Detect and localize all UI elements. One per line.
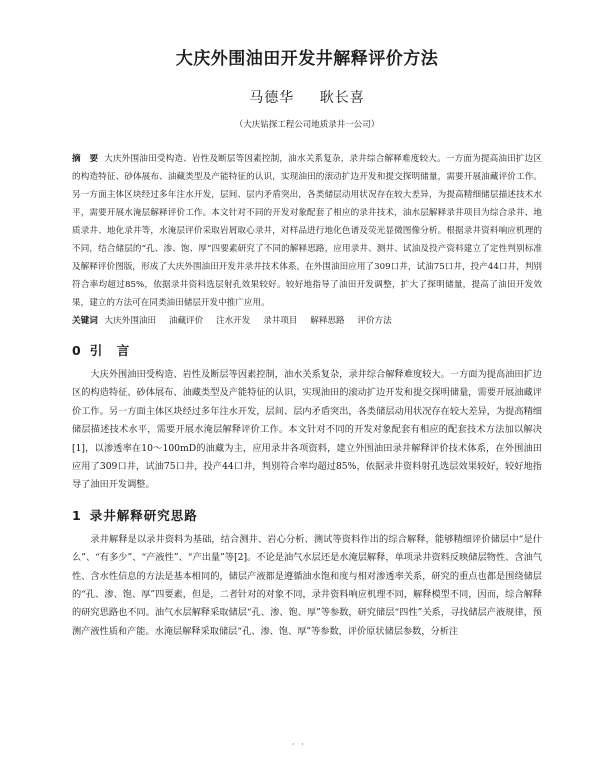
affiliation: （大庆钻探工程公司地质录井一公司） xyxy=(234,120,380,130)
keyword: 注水开发 xyxy=(215,316,251,326)
keyword: 评价方法 xyxy=(357,316,392,326)
abstract-label: 摘 要 xyxy=(72,154,99,164)
author-name: 马德华 xyxy=(249,90,295,106)
keyword: 录井项目 xyxy=(263,316,298,326)
section-number: 0 xyxy=(72,343,82,358)
research-approach-paragraph: 录井解释是以录井资料为基础，结合测井、岩心分析、测试等资料作出的综合解释，能够精细评价储层中“是什么”、“有多少”、“产液性”、“产出量”等[2]。不论是油气水层还是水淹层解释，单项录井资料反映储层物性、含油气性、含水性信息的方法是基本相同的，储层产液都是遵循油水饱和度与相对渗透率关系，研究的重点也都是围绕储层的“孔、渗、饱、厚”四要素，但是，二者针对的对象不同，录井资料响应机理不同，解释模型不同，因而，综合解释的研究思路也不同。油气水层解释采取储层“孔、渗、饱、厚”等参数，研究储层“四性”关系，寻找储层产液规律，预测产液性质和产能。水淹层解释采取储层“孔、渗、饱、厚”等参数，评价原状储层参数，分析注 xyxy=(72,533,542,637)
section-title: 引 言 xyxy=(89,343,131,358)
section-heading-introduction xyxy=(72,340,542,362)
author-name: 耿长喜 xyxy=(319,90,365,106)
keyword: 解释思路 xyxy=(310,316,345,326)
abstract-text: 大庆外围油田受构造、岩性及断层等因素控制，油水关系复杂，录井综合解释难度较大。一方面为提高油田扩边区的构造特征、砂体展布、油藏类型及产能特征的认识，实现油田的滚动扩边开发和提交探明储量，需要开展油藏评价工作。另一方面主体区块经过多年注水开发，层间、层内矛盾突出，各类储层动用状况存在较大差异，为提高精细储层描述技术水平，需要开展水淹层解释评价工作。本文针对不同的开发对象配套了相应的录井技术，油水层解释录井项目为综合录井、地质录井、地化录井等，水淹层评价采取岩屑取心录井，对样品进行地化色谱及荧光显微图像分析。根据录井资料响应机理的不同，结合储层的“孔、渗、饱、厚”四要素研究了不同的解释思路，应用录井、测井、试油及投产资料建立了定性判别标准及解释评价图版，形成了大庆外围油田开发井录井技术体系，在外围油田应用了309口井，试油75口井，投产44口井，判别符合率均超过85%，依据录井资料选层射孔效果较好。较好地指导了油田开发调整，扩大了探明储量，提高了油田开发效果，建立的方法可在同类油田储层开发中推广应用。 xyxy=(72,154,542,308)
keywords-block xyxy=(72,312,542,330)
keywords-label: 关键词 xyxy=(72,316,98,326)
keyword: 油藏评价 xyxy=(168,316,204,326)
keyword: 大庆外围油田 xyxy=(104,316,157,326)
page-footer-mark: · · xyxy=(292,740,306,749)
abstract-block xyxy=(72,150,542,312)
paper-page xyxy=(72,38,542,641)
paper-title: 大庆外围油田开发井解释评价方法 xyxy=(175,49,439,69)
section-number: 1 xyxy=(72,507,82,523)
author-line xyxy=(72,88,542,108)
section-title: 录井解释研究思路 xyxy=(89,507,198,523)
introduction-paragraph: 大庆外围油田受构造、岩性及断层等因素控制，油水关系复杂，录井综合解释难度较大。一方面为提高油田扩边区的构造特征、砂体展布、油藏类型及产能特征的认识，实现油田的滚动扩边开发和提交探明储量，需要开展油藏评价工作。另一方面主体区块经过多年注水开发，层间、层内矛盾突出，各类储层动用状况存在较大差异，为提高精细储层描述技术水平，需要开展水淹层解释评价工作。本文针对不同的开发对象配套有相应的配套技术方法加以解决[1]，以渗透率在10～100mD的油藏为主，应用录井各项资料，建立外围油田录井解释评价技术体系，在外围油田应用了309口井，试油75口井，投产44口井，判别符合率均超过85%，依据录井资料射孔选层效果较好，较好地指导了油田开发调整。 xyxy=(72,369,542,491)
section-heading-research-approach xyxy=(72,505,542,527)
